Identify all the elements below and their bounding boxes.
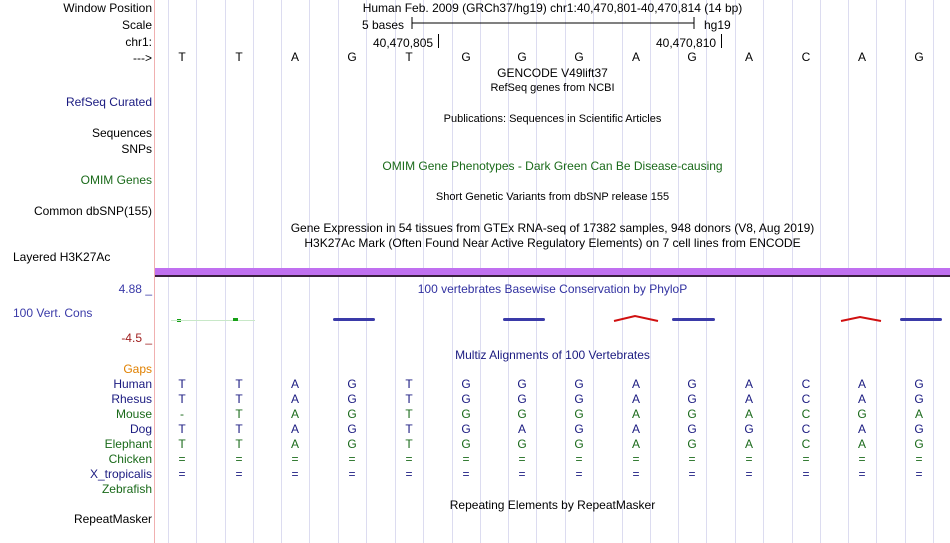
scale-label: Scale	[121, 18, 152, 32]
alignment-base: G	[574, 407, 584, 421]
scale-text: 5 bases	[362, 18, 405, 32]
alignment-base: =	[291, 452, 299, 466]
species-label[interactable]: Mouse	[115, 407, 152, 421]
base-letter: C	[801, 50, 811, 64]
alignment-base: G	[687, 422, 697, 436]
coordinate-2: 40,470,810	[656, 36, 717, 50]
snps-track-label[interactable]: SNPs	[121, 142, 152, 156]
coordinate-1: 40,470,805	[373, 36, 434, 50]
window-position-text: Human Feb. 2009 (GRCh37/hg19) chr1:40,470,801-40,470,814 (14 bp)	[362, 1, 743, 15]
alignment-base: G	[517, 377, 527, 391]
refseq-track-title: RefSeq genes from NCBI	[490, 82, 615, 94]
alignment-base: A	[744, 407, 753, 421]
phylop-track-title: 100 vertebrates Basewise Conservation by PhyloP	[417, 282, 688, 296]
cons-track-label[interactable]: 100 Vert. Cons	[13, 306, 93, 320]
alignment-base: =	[178, 467, 186, 481]
alignment-base: =	[405, 467, 413, 481]
alignment-base: G	[347, 392, 357, 406]
alignment-base: A	[517, 422, 526, 436]
h3k27ac-signal-bar	[155, 268, 950, 275]
alignment-base: T	[405, 392, 413, 406]
alignment-base: T	[235, 377, 243, 391]
alignment-base: A	[631, 422, 640, 436]
alignment-base: C	[801, 377, 811, 391]
dbsnp-track-title: Short Genetic Variants from dbSNP release 155	[435, 191, 670, 203]
alignment-base: A	[631, 392, 640, 406]
alignment-base: G	[461, 392, 471, 406]
dbsnp-track-label[interactable]: Common dbSNP(155)	[33, 204, 152, 218]
alignment-base: G	[347, 407, 357, 421]
cons-mark	[333, 318, 375, 321]
alignment-base: G	[461, 377, 471, 391]
base-letter: G	[914, 50, 924, 64]
alignment-base: =	[745, 452, 753, 466]
alignment-base: G	[517, 407, 527, 421]
alignment-base: =	[632, 452, 640, 466]
base-letter: A	[290, 50, 299, 64]
phylop-min-label: -4.5 _	[121, 331, 152, 345]
alignment-base: G	[574, 437, 584, 451]
gtex-track-title: Gene Expression in 54 tissues from GTEx RNA-seq of 17382 samples, 948 donors (V8, Aug 2019)	[290, 221, 815, 235]
base-letter: G	[687, 50, 697, 64]
species-label[interactable]: Zebrafish	[101, 482, 152, 496]
phylop-max-label: 4.88 _	[118, 282, 152, 296]
omim-track-label[interactable]: OMIM Genes	[80, 173, 152, 187]
base-letter: G	[517, 50, 527, 64]
base-letter: G	[574, 50, 584, 64]
alignment-base: A	[631, 437, 640, 451]
alignment-base: A	[631, 407, 640, 421]
alignment-base: T	[405, 407, 413, 421]
species-label[interactable]: Dog	[129, 422, 152, 436]
cons-mark	[503, 318, 545, 321]
multiz-track-title: Multiz Alignments of 100 Vertebrates	[455, 348, 650, 362]
alignment-base: G	[461, 407, 471, 421]
alignment-base: G	[517, 392, 527, 406]
alignment-base: =	[348, 452, 356, 466]
alignment-base: C	[801, 407, 811, 421]
alignment-base: G	[574, 377, 584, 391]
repeatmasker-track-label[interactable]: RepeatMasker	[73, 512, 152, 526]
h3k27ac-baseline	[155, 275, 950, 277]
alignment-base: =	[858, 467, 866, 481]
alignment-base: T	[178, 377, 186, 391]
alignment-base: A	[744, 377, 753, 391]
alignment-base: G	[461, 437, 471, 451]
alignment-base: A	[631, 377, 640, 391]
alignment-base: T	[235, 422, 243, 436]
alignment-base: A	[290, 407, 299, 421]
alignment-base: T	[405, 437, 413, 451]
base-letter: G	[461, 50, 471, 64]
alignment-base: =	[575, 467, 583, 481]
alignment-base: =	[858, 452, 866, 466]
species-label[interactable]: Rhesus	[111, 392, 152, 406]
species-label[interactable]: Elephant	[104, 437, 152, 451]
coordinate-1-tick	[438, 34, 439, 48]
alignment-base: =	[348, 467, 356, 481]
alignment-base: G	[914, 392, 924, 406]
track-label-column	[0, 0, 154, 543]
alignment-base: T	[178, 437, 186, 451]
alignment-base: T	[235, 392, 243, 406]
alignment-base: A	[744, 392, 753, 406]
alignment-base: G	[574, 392, 584, 406]
scale-bar	[410, 16, 700, 30]
alignment-base: A	[857, 437, 866, 451]
cons-mark	[613, 314, 659, 322]
alignment-base: G	[914, 422, 924, 436]
assembly-text: hg19	[704, 18, 731, 32]
alignment-base: =	[575, 452, 583, 466]
alignment-base: =	[291, 467, 299, 481]
alignment-base: A	[914, 407, 923, 421]
alignment-base: =	[462, 452, 470, 466]
alignment-base: A	[290, 377, 299, 391]
cons-mark	[171, 320, 255, 321]
gencode-track-title: GENCODE V49lift37	[497, 66, 608, 80]
repeatmasker-track-title: Repeating Elements by RepeatMasker	[449, 498, 656, 512]
alignment-base: G	[914, 437, 924, 451]
species-label[interactable]: Chicken	[108, 452, 152, 466]
base-letter: T	[178, 50, 186, 64]
alignment-base: G	[461, 422, 471, 436]
alignment-base: G	[517, 437, 527, 451]
alignment-base: A	[290, 392, 299, 406]
refseq-track-label[interactable]: RefSeq Curated	[65, 95, 152, 109]
alignment-base: C	[801, 422, 811, 436]
alignment-base: A	[857, 377, 866, 391]
alignment-base: G	[687, 437, 697, 451]
alignment-base: =	[462, 467, 470, 481]
alignment-base: T	[178, 422, 186, 436]
base-letter: A	[744, 50, 753, 64]
h3k27ac-track-title: H3K27Ac Mark (Often Found Near Active Regulatory Elements) on 7 cell lines from ENCODE	[304, 236, 801, 250]
omim-track-title: OMIM Gene Phenotypes - Dark Green Can Be Disease-causing	[382, 159, 723, 173]
cons-mark	[840, 315, 882, 322]
alignment-base: G	[347, 377, 357, 391]
gaps-track-label[interactable]: Gaps	[123, 362, 152, 376]
alignment-base: =	[745, 467, 753, 481]
alignment-base: T	[405, 422, 413, 436]
alignment-base: C	[801, 437, 811, 451]
coordinate-2-tick	[721, 34, 722, 48]
cons-mark	[233, 318, 238, 321]
alignment-base: T	[405, 377, 413, 391]
alignment-base: =	[688, 467, 696, 481]
track-data-area[interactable]	[155, 0, 950, 543]
alignment-base: G	[574, 422, 584, 436]
alignment-base: G	[347, 422, 357, 436]
alignment-base: T	[178, 392, 186, 406]
alignment-base: =	[518, 452, 526, 466]
base-letter: G	[347, 50, 357, 64]
alignment-base: =	[688, 452, 696, 466]
alignment-base: G	[687, 407, 697, 421]
alignment-base: A	[290, 437, 299, 451]
sequences-track-label[interactable]: Sequences	[91, 126, 152, 140]
alignment-base: A	[290, 422, 299, 436]
species-label[interactable]: Human	[113, 377, 152, 391]
window-position-label: Window Position	[63, 1, 152, 15]
alignment-base: A	[744, 437, 753, 451]
species-label[interactable]: X_tropicalis	[89, 467, 152, 481]
strand-label: --->	[133, 51, 152, 65]
alignment-base: =	[235, 467, 243, 481]
alignment-base: =	[405, 452, 413, 466]
h3k27ac-track-label[interactable]: Layered H3K27Ac	[13, 250, 111, 264]
base-letter: A	[857, 50, 866, 64]
alignment-base: G	[347, 437, 357, 451]
base-letter: T	[235, 50, 243, 64]
alignment-base: G	[744, 422, 754, 436]
publications-track-title: Publications: Sequences in Scientific Articles	[443, 113, 662, 125]
alignment-base: A	[857, 392, 866, 406]
cons-mark	[672, 318, 715, 321]
alignment-base: A	[857, 422, 866, 436]
alignment-base: -	[180, 407, 184, 421]
base-letter: A	[631, 50, 640, 64]
alignment-base: =	[178, 452, 186, 466]
alignment-base: G	[914, 377, 924, 391]
alignment-base: =	[802, 452, 810, 466]
alignment-base: =	[802, 467, 810, 481]
alignment-base: G	[857, 407, 867, 421]
alignment-base: T	[235, 407, 243, 421]
base-letter: T	[405, 50, 413, 64]
alignment-base: =	[915, 452, 923, 466]
alignment-base: =	[518, 467, 526, 481]
alignment-base: T	[235, 437, 243, 451]
alignment-base: =	[915, 467, 923, 481]
alignment-base: =	[235, 452, 243, 466]
alignment-base: G	[687, 377, 697, 391]
cons-mark	[900, 318, 942, 321]
alignment-base: =	[632, 467, 640, 481]
chrom-label: chr1:	[125, 35, 152, 49]
alignment-base: G	[687, 392, 697, 406]
alignment-base: C	[801, 392, 811, 406]
